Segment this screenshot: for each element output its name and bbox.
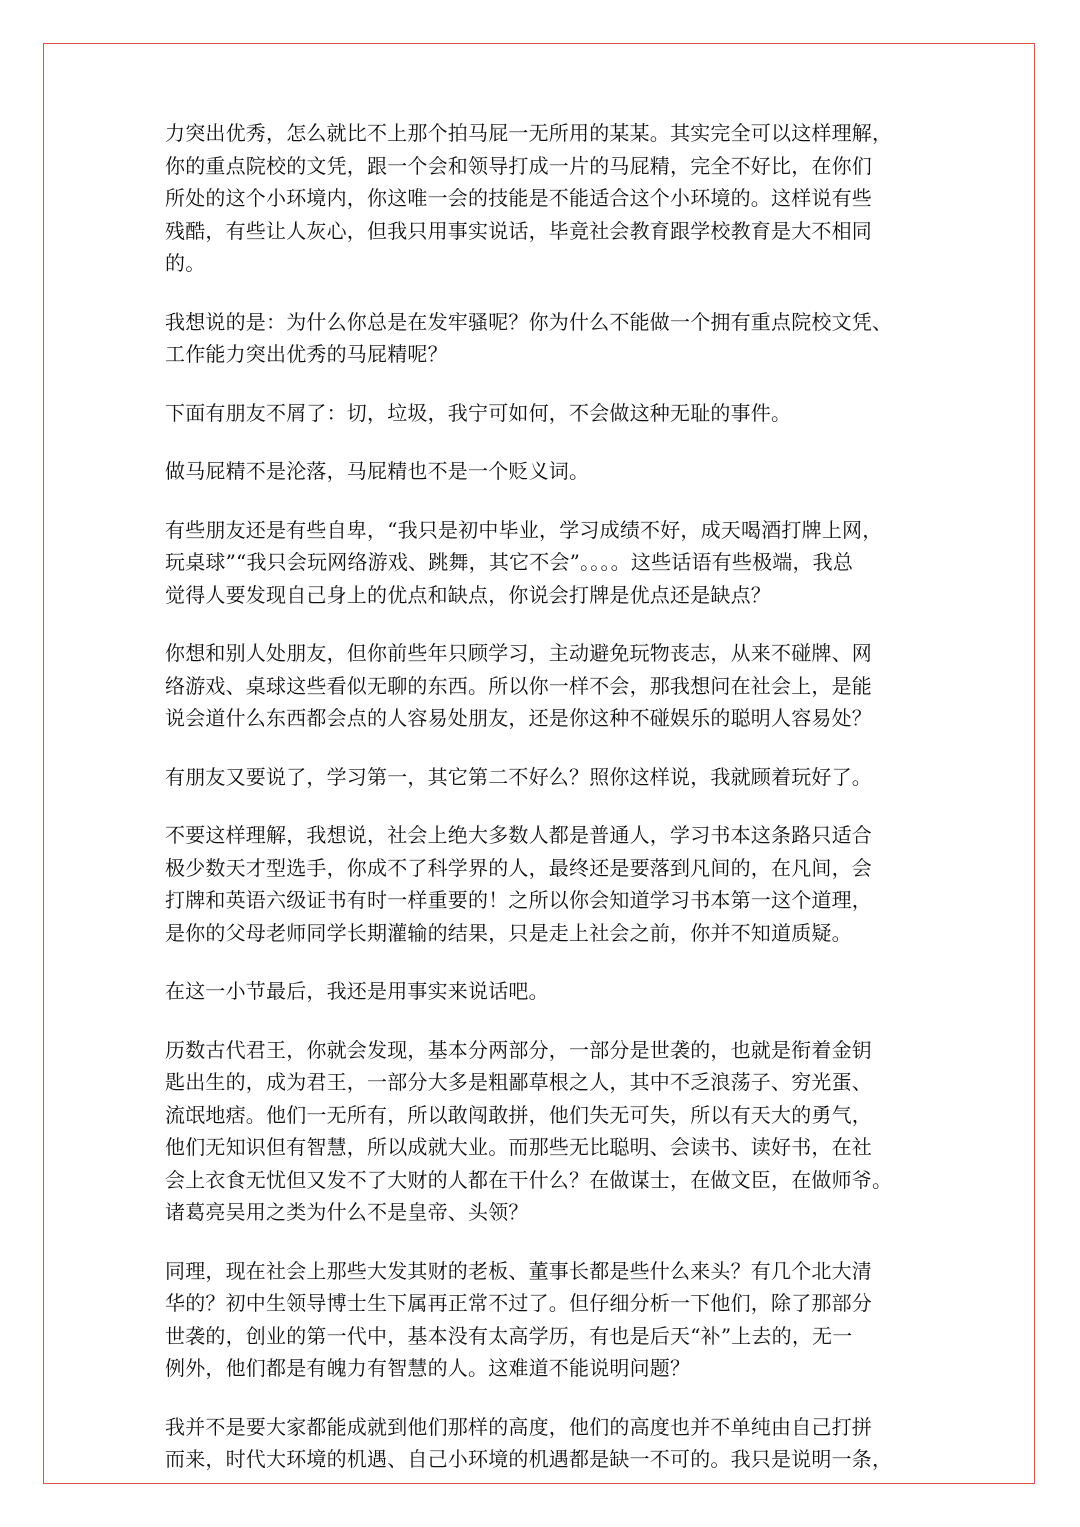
text-line: 觉得人要发现自己身上的优点和缺点，你说会打牌是优点还是缺点？ bbox=[165, 582, 771, 607]
text-line: 说会道什么东西都会点的人容易处朋友，还是你这种不碰娱乐的聪明人容易处？ bbox=[165, 706, 872, 730]
text-line: 残酷，有些让人灰心，但我只用事实说话，毕竟社会教育跟学校教育是大不相同 bbox=[165, 218, 872, 243]
text-line: 世袭的，创业的第一代中，基本没有太高学历，有也是后天“补”上去的，无一 bbox=[165, 1323, 853, 1348]
text-line: 诸葛亮吴用之类为什么不是皇帝、头领？ bbox=[165, 1200, 529, 1224]
paragraph bbox=[165, 306, 935, 371]
text-line: 你想和别人处朋友，但你前些年只顾学习，主动避免玩物丧志，从来不碰牌、网 bbox=[165, 641, 872, 665]
paragraph bbox=[165, 1411, 935, 1476]
paragraph bbox=[165, 455, 935, 488]
paragraph bbox=[165, 397, 935, 430]
text-line: 华的？初中生领导博士生下属再正常不过了。但仔细分析一下他们，除了那部分 bbox=[165, 1291, 872, 1315]
text-line: 历数古代君王，你就会发现，基本分两部分，一部分是世袭的，也就是衔着金钥 bbox=[165, 1037, 872, 1062]
paragraph bbox=[165, 117, 935, 280]
text-line: 做马屁精不是沦落，马屁精也不是一个贬义词。 bbox=[165, 459, 590, 483]
text-line: 我并不是要大家都能成就到他们那样的高度，他们的高度也并不单纯由自己打拼 bbox=[165, 1414, 872, 1439]
text-line: 所处的这个小环境内，你这唯一会的技能是不能适合这个小环境的。这样说有些 bbox=[165, 186, 872, 210]
text-line: 在这一小节最后，我还是用事实来说话吧。 bbox=[165, 979, 549, 1003]
text-line: 有朋友又要说了，学习第一，其它第二不好么？照你这样说，我就顾着玩好了。 bbox=[165, 764, 872, 789]
text-line: 玩桌球”“我只会玩网络游戏、跳舞，其它不会”。。。。这些话语有些极端，我总 bbox=[165, 550, 854, 574]
text-line: 例外，他们都是有魄力有智慧的人。这难道不能说明问题？ bbox=[165, 1356, 691, 1380]
paragraph bbox=[165, 1034, 935, 1229]
text-line: 匙出生的，成为君王，一部分大多是粗鄙草根之人，其中不乏浪荡子、穷光蛋、 bbox=[165, 1070, 872, 1094]
text-line: 力突出优秀，怎么就比不上那个拍马屁一无所用的某某。其实完全可以这样理解， bbox=[165, 121, 893, 145]
text-line: 工作能力突出优秀的马屁精呢？ bbox=[165, 342, 448, 366]
text-line: 你的重点院校的文凭，跟一个会和领导打成一片的马屁精，完全不好比，在你们 bbox=[165, 153, 872, 178]
text-line: 的。 bbox=[165, 251, 206, 275]
paragraph bbox=[165, 1255, 935, 1385]
paragraph bbox=[165, 637, 935, 735]
text-line: 有些朋友还是有些自卑，“我只是初中毕业，学习成绩不好，成天喝酒打牌上网， bbox=[165, 517, 883, 542]
text-line: 极少数天才型选手，你成不了科学界的人，最终还是要落到凡间的，在凡间，会 bbox=[165, 855, 872, 880]
document-body bbox=[165, 117, 935, 1502]
text-line: 同理，现在社会上那些大发其财的老板、董事长都是些什么来头？有几个北大清 bbox=[165, 1258, 872, 1283]
text-line: 流氓地痞。他们一无所有，所以敢闯敢拼，他们失无可失，所以有天大的勇气， bbox=[165, 1102, 872, 1127]
text-line: 络游戏、桌球这些看似无聊的东西。所以你一样不会，那我想问在社会上，是能 bbox=[165, 673, 872, 698]
paragraph bbox=[165, 514, 935, 612]
text-line: 他们无知识但有智慧，所以成就大业。而那些无比聪明、会读书、读好书，在社 bbox=[165, 1135, 872, 1159]
text-line: 而来，时代大环境的机遇、自己小环境的机遇都是缺一不可的。我只是说明一条， bbox=[165, 1447, 893, 1471]
text-line: 下面有朋友不屑了：切，垃圾，我宁可如何，不会做这种无耻的事件。 bbox=[165, 400, 792, 425]
text-line: 我想说的是：为什么你总是在发牢骚呢？你为什么不能做一个拥有重点院校文凭、 bbox=[165, 309, 893, 334]
text-line: 会上衣食无忧但又发不了大财的人都在干什么？在做谋士，在做文臣，在做师爷。 bbox=[165, 1167, 893, 1192]
text-line: 是你的父母老师同学长期灌输的结果，只是走上社会之前，你并不知道质疑。 bbox=[165, 920, 852, 945]
text-line: 打牌和英语六级证书有时一样重要的！之所以你会知道学习书本第一这个道理， bbox=[165, 888, 872, 912]
paragraph bbox=[165, 975, 935, 1008]
paragraph bbox=[165, 761, 935, 794]
text-line: 不要这样理解，我想说，社会上绝大多数人都是普通人，学习书本这条路只适合 bbox=[165, 823, 872, 847]
paragraph bbox=[165, 819, 935, 949]
